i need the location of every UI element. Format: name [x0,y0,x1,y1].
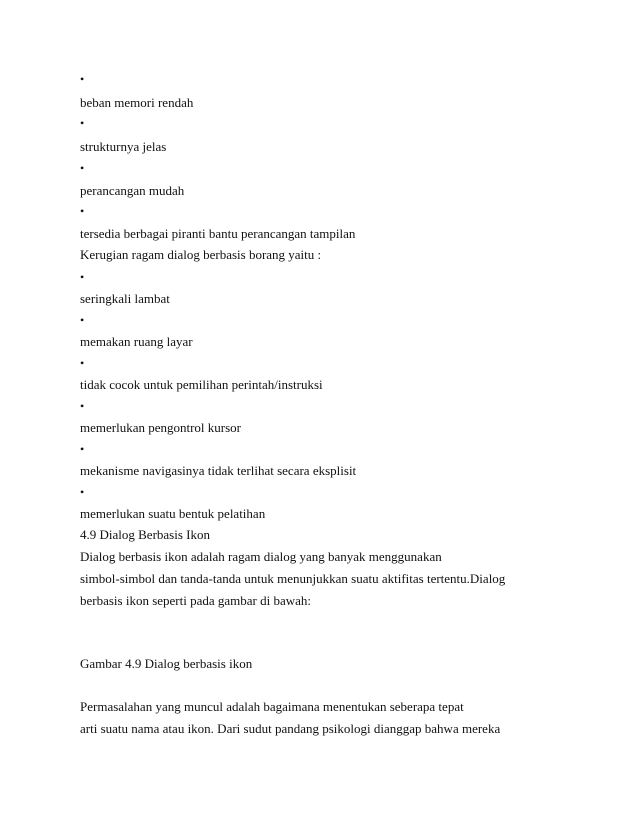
bullet-marker: • [80,161,85,175]
list-item-text: memerlukan suatu bentuk pelatihan [80,506,266,521]
list-item-text: tersedia berbagai piranti bantu perancangan tampilan [80,226,356,241]
paragraph-line: Dialog berbasis ikon adalah ragam dialog yang banyak menggunakan [80,549,442,564]
bullet-marker: • [80,116,85,130]
figure-caption: Gambar 4.9 Dialog berbasis ikon [80,656,253,671]
list-item-text: strukturnya jelas [80,139,167,154]
bullet-marker: • [80,399,85,413]
list-item-text: tidak cocok untuk pemilihan perintah/instruksi [80,377,323,392]
list-item-text: perancangan mudah [80,183,185,198]
paragraph-line: berbasis ikon seperti pada gambar di bawah: [80,593,312,608]
bullet-marker: • [80,485,85,499]
bullet-marker: • [80,356,85,370]
paragraph-line: simbol-simbol dan tanda-tanda untuk menunjukkan suatu aktifitas tertentu.Dialog [80,571,506,586]
list-item-text: seringkali lambat [80,291,170,306]
bullet-marker: • [80,204,85,218]
section-heading: 4.9 Dialog Berbasis Ikon [80,527,210,542]
bullet-marker: • [80,442,85,456]
list-item-text: memakan ruang layar [80,334,193,349]
list-item-text: mekanisme navigasinya tidak terlihat secara eksplisit [80,463,357,478]
paragraph-line: arti suatu nama atau ikon. Dari sudut pandang psikologi dianggap bahwa mereka [80,721,501,736]
bullet-marker: • [80,270,85,284]
list-item-text: memerlukan pengontrol kursor [80,420,242,435]
paragraph-line: Kerugian ragam dialog berbasis borang yaitu : [80,247,322,262]
bullet-marker: • [80,72,85,86]
list-item-text: beban memori rendah [80,95,194,110]
bullet-marker: • [80,313,85,327]
paragraph-line: Permasalahan yang muncul adalah bagaimana menentukan seberapa tepat [80,699,464,714]
